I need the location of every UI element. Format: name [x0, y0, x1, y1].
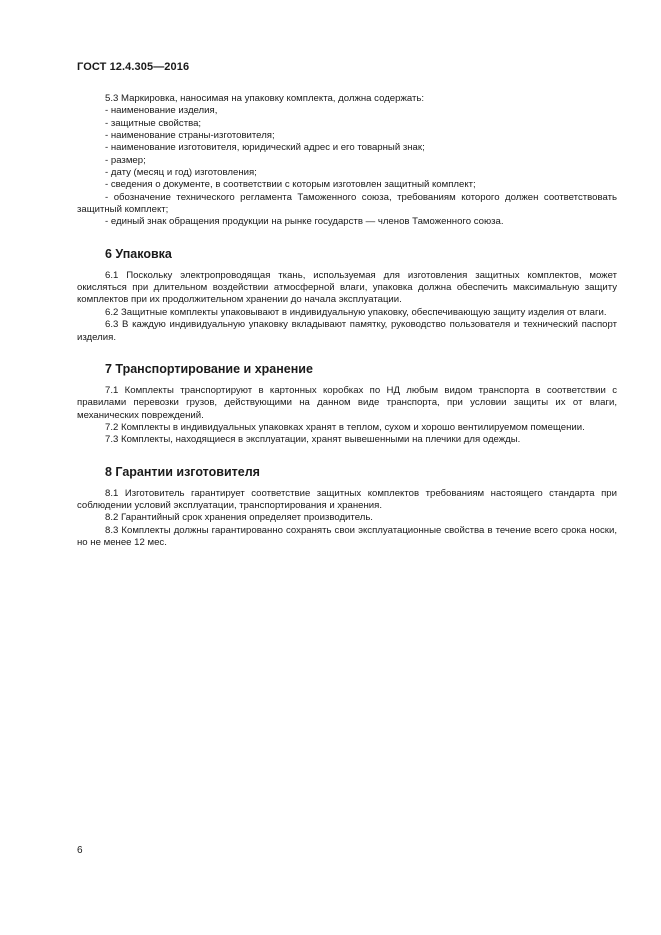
list-item: - защитные свойства;: [105, 117, 202, 129]
clause-5-3: 5.3 Маркировка, наносимая на упаковку комплекта, должна содержать:: [105, 93, 425, 104]
list-item: - размер;: [105, 154, 146, 166]
clause-8-1: 8.1 Изготовитель гарантирует соответствие защитных комплектов требованиям настоящего стандарта при соблюдении условий эксплуатации, транспортирования и хранения.: [77, 487, 617, 511]
list-item: - сведения о документе, в соответствии с которым изготовлен защитный комплект;: [105, 179, 476, 191]
section-title-7: 7 Транспортирование и хранение: [105, 361, 313, 376]
list-item: - обозначение технического регламента Таможенного союза, требованиям которого должен соответствовать защитный комплект;: [77, 191, 617, 216]
clause-6-3: 6.3 В каждую индивидуальную упаковку вкладывают памятку, руководство пользователя и технический паспорт изделия.: [77, 319, 617, 343]
page-number: 6: [77, 845, 83, 856]
document-header: ГОСТ 12.4.305—2016: [77, 61, 190, 73]
list-item: - дату (месяц и год) изготовления;: [105, 167, 257, 179]
list-item: - наименование изделия,: [105, 105, 218, 117]
clause-7-3: 7.3 Комплекты, находящиеся в эксплуатации, хранят вывешенными на плечики для одежды.: [105, 434, 521, 446]
clause-7-1: 7.1 Комплекты транспортируют в картонных коробках по НД любым видом транспорта в соответствии с правилами перевозки грузов, действующими на данном виде транспорта, при условии защиты их от влаги, механических повреждений.: [77, 384, 617, 421]
section-title-6: 6 Упаковка: [105, 246, 172, 261]
section-title-8: 8 Гарантии изготовителя: [105, 464, 260, 479]
list-item: - наименование страны-изготовителя;: [105, 130, 275, 142]
document-body: [77, 93, 617, 549]
clause-7-2: 7.2 Комплекты в индивидуальных упаковках хранят в теплом, сухом и хорошо вентилируемом помещении.: [105, 421, 585, 433]
clause-8-2: 8.2 Гарантийный срок хранения определяет производитель.: [105, 512, 373, 524]
clause-8-3: 8.3 Комплекты должны гарантированно сохранять свои эксплуатационные свойства в течение всего срока носки, но не менее 12 мес.: [77, 524, 617, 548]
clause-6-1: 6.1 Поскольку электропроводящая ткань, используемая для изготовления защитных комплектов, может окисляться при длительном воздействии атмосферной влаги, упаковка должна обеспечить максимальную защиту комплектов при их продолжительном хранении до начала эксплуатации.: [77, 269, 617, 306]
list-item: - единый знак обращения продукции на рынке государств — членов Таможенного союза.: [105, 216, 504, 228]
clause-6-2: 6.2 Защитные комплекты упаковывают в индивидуальную упаковку, обеспечивающую защиту изделия от влаги.: [105, 306, 607, 318]
list-item: - наименование изготовителя, юридический адрес и его товарный знак;: [105, 142, 425, 154]
